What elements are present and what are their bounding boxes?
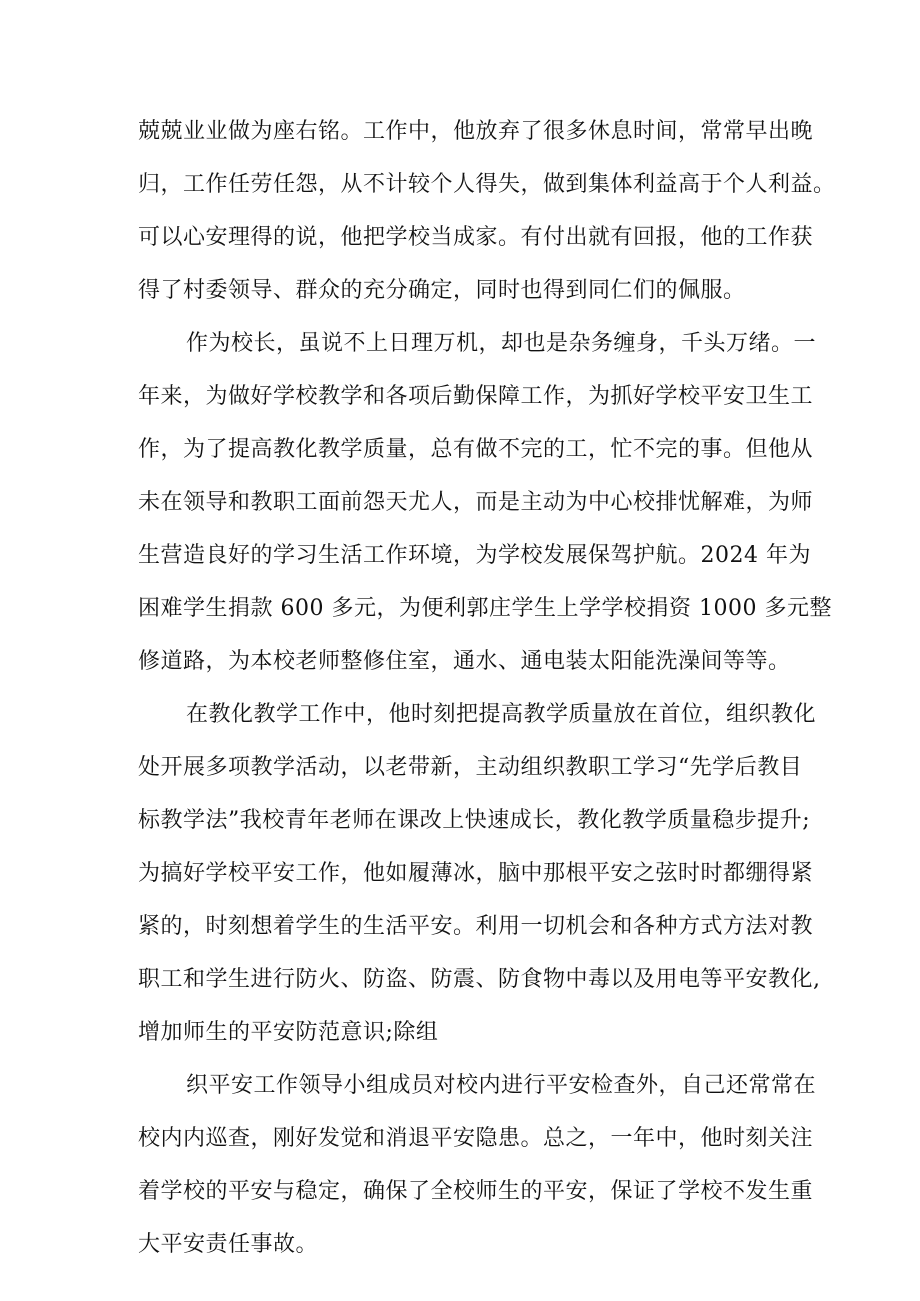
paragraph-1-line-1: 兢兢业业做为座右铭。工作中，他放弃了很多休息时间，常常早出晚 [138,119,814,144]
paragraph-3-line-4: 为搞好学校平安工作，他如履薄冰，脑中那根平安之弦时时都绷得紧 [138,861,814,886]
paragraph-3-line-1: 在教化教学工作中，他时刻把提高教学质量放在首位，组织教化 [186,702,817,727]
paragraph-2-line-5: 生营造良好的学习生活工作环境，为学校发展保驾护航。2024 年为 [138,543,811,568]
paragraph-3-line-6: 职工和学生进行防火、防盗、防震、防食物中毒以及用电等平安教化, [138,967,821,992]
paragraph-4-line-3: 着学校的平安与稳定，确保了全校师生的平安，保证了学校不发生重 [138,1179,814,1204]
paragraph-2-line-2: 年来，为做好学校教学和各项后勤保障工作，为抓好学校平安卫生工 [138,384,814,409]
paragraph-2-line-3: 作，为了提高教化教学质量，总有做不完的工，忙不完的事。但他从 [138,437,814,462]
paragraph-4-line-1: 织平安工作领导小组成员对校内进行平安检查外，自己还常常在 [186,1073,817,1098]
paragraph-2-line-1: 作为校长，虽说不上日理万机，却也是杂务缠身，千头万绪。一 [186,331,817,356]
paragraph-4-line-2: 校内内巡查，刚好发觉和消退平安隐患。总之，一年中，他时刻关注 [138,1126,814,1151]
paragraph-1-line-4: 得了村委领导、群众的充分确定，同时也得到同仁们的佩服。 [138,278,746,303]
paragraph-1-line-3: 可以心安理得的说，他把学校当成家。有付出就有回报，他的工作获 [138,225,814,250]
paragraph-4-line-4: 大平安责任事故。 [138,1232,319,1257]
paragraph-3-line-7: 增加师生的平安防范意识;除组 [138,1020,439,1045]
paragraph-3-line-3: 标教学法”我校青年老师在课改上快速成长，教化教学质量稳步提升; [138,808,811,833]
paragraph-2-line-4: 未在领导和教职工面前怨天尤人，而是主动为中心校排忧解难，为师 [138,490,814,515]
paragraph-3-line-5: 紧的，时刻想着学生的生活平安。利用一切机会和各种方式方法对教 [138,914,814,939]
paragraph-2-line-6: 困难学生捐款 600 多元，为便利郭庄学生上学学校捐资 1000 多元整 [138,596,832,621]
paragraph-3-line-2: 处开展多项教学活动，以老带新，主动组织教职工学习“先学后教目 [138,755,803,780]
paragraph-2-line-7: 修道路，为本校老师整修住室，通水、通电装太阳能洗澡间等等。 [138,649,791,674]
paragraph-1-line-2: 归，工作任劳任怨，从不计较个人得失，做到集体利益高于个人利益。 [138,172,836,197]
